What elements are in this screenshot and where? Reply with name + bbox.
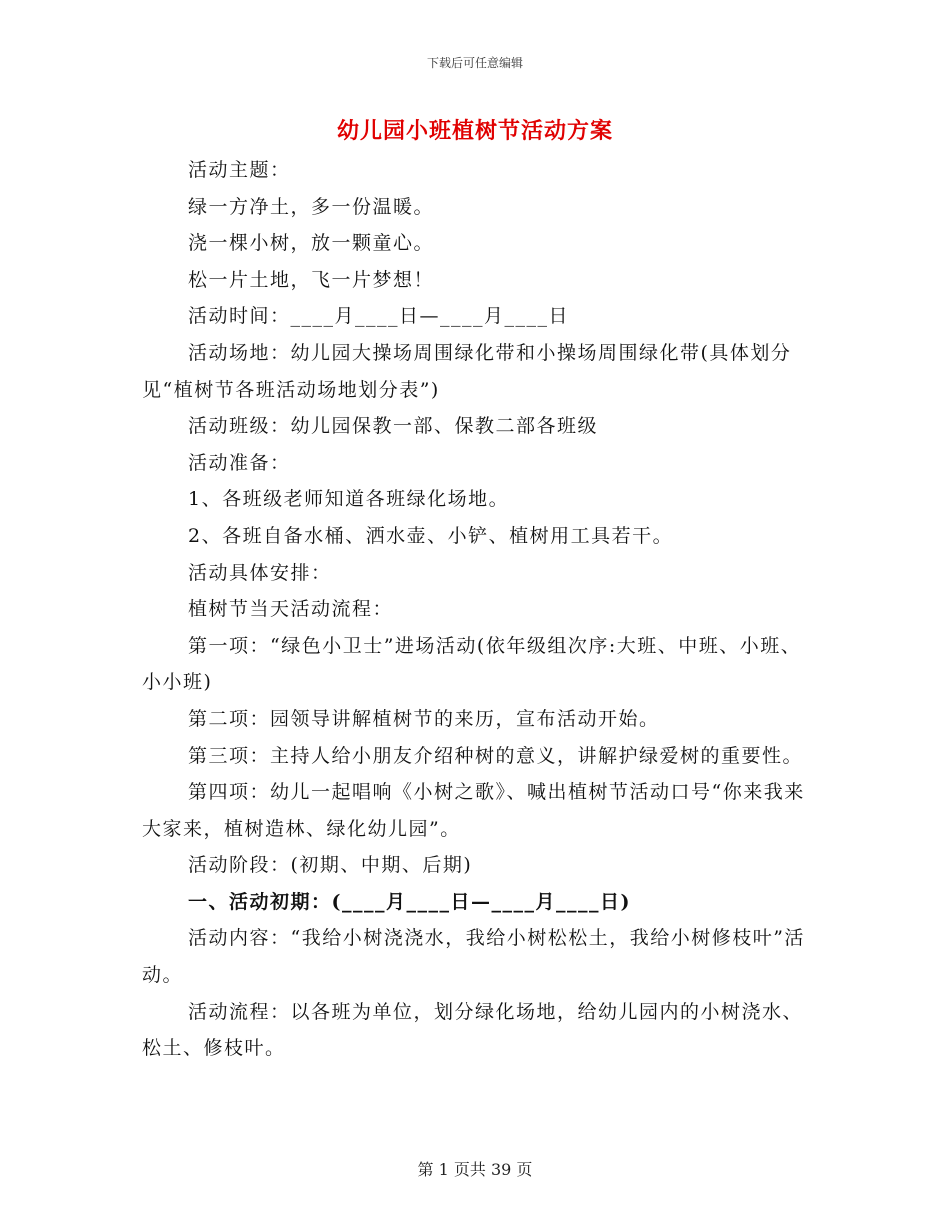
page-header: 下载后可任意编辑 <box>426 56 523 70</box>
paragraph: 植树节当天活动流程： <box>188 598 394 621</box>
paragraph: 松一片土地，飞一片梦想！ <box>188 268 435 291</box>
paragraph: 活动班级：幼儿园保教一部、保教二部各班级 <box>188 415 599 438</box>
paragraph: 活动主题： <box>188 159 291 181</box>
paragraph: 活动场地：幼儿园大操场周围绿化带和小操场周围绿化带(具体划分见“植树节各班活动场地划分表”) <box>142 341 792 401</box>
page-footer: 第 1 页共 39 页 <box>417 1160 533 1179</box>
paragraph: 绿一方净土，多一份温暖。 <box>188 195 435 218</box>
paragraph: 活动时间：____月____日—____月____日 <box>188 305 570 328</box>
paragraph: 1、各班级老师知道各班绿化场地。 <box>188 488 510 511</box>
paragraph: 第二项：园领导讲解植树节的来历，宣布活动开始。 <box>188 707 660 730</box>
document-title: 幼儿园小班植树节活动方案 <box>336 118 613 144</box>
paragraph: 2、各班自备水桶、洒水壶、小铲、植树用工具若干。 <box>188 524 674 547</box>
paragraph: 活动具体安排： <box>188 561 332 584</box>
document-body <box>142 152 808 1067</box>
paragraph: 第四项：幼儿一起唱响《小树之歌》、喊出植树节活动口号“你来我来大家来，植树造林、绿化幼儿园”。 <box>142 781 805 840</box>
paragraph: 活动准备： <box>188 451 291 474</box>
paragraph: 第一项：“绿色小卫士”进场活动(依年级组次序:大班、中班、小班、小小班) <box>142 634 802 694</box>
paragraph: 第三项：主持人给小朋友介绍种树的意义，讲解护绿爱树的重要性。 <box>188 744 804 767</box>
paragraph: 活动内容：“我给小树浇浇水，我给小树松松土，我给小树修枝叶”活动。 <box>142 927 805 987</box>
section-heading: 一、活动初期：(____月____日—____月____日) <box>188 890 631 913</box>
paragraph: 浇一棵小树，放一颗童心。 <box>188 232 435 255</box>
paragraph: 活动流程：以各班为单位，划分绿化场地，给幼儿园内的小树浇水、松土、修枝叶。 <box>142 1000 804 1060</box>
paragraph: 活动阶段：(初期、中期、后期) <box>188 854 473 877</box>
